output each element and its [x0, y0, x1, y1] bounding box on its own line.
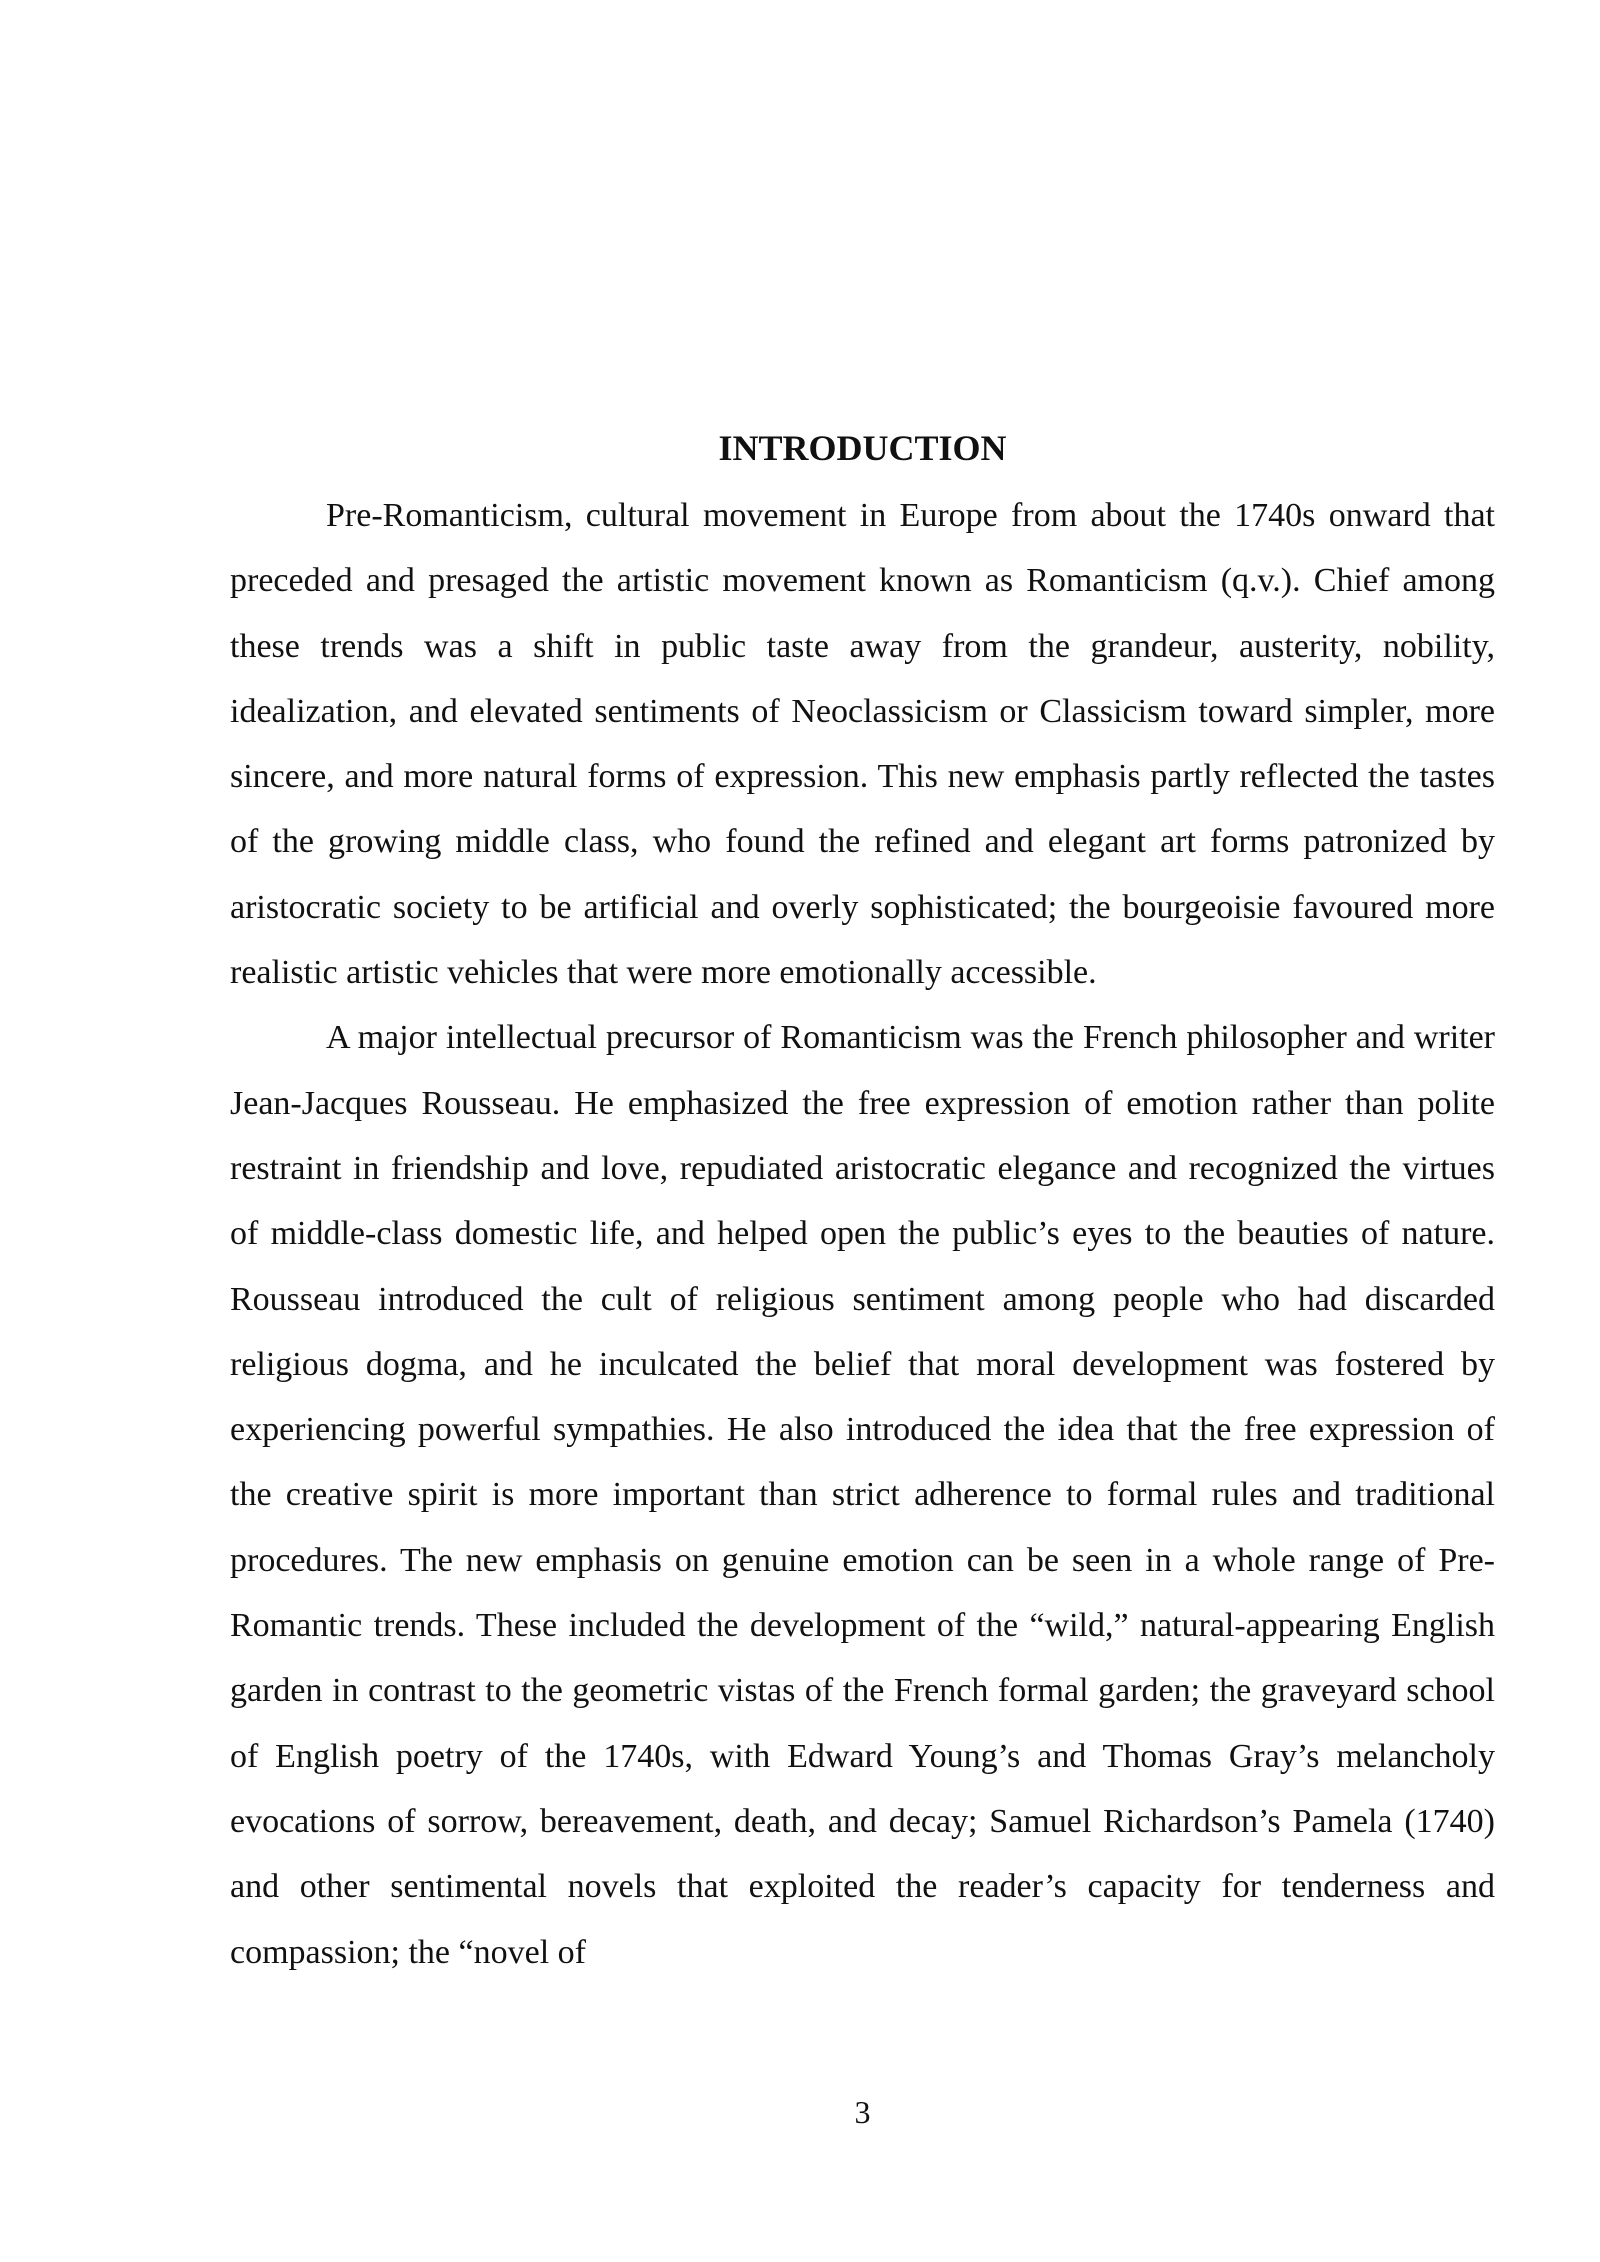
- page-number: 3: [854, 2094, 871, 2130]
- document-body: [230, 418, 1495, 1985]
- section-heading: INTRODUCTION: [718, 428, 1007, 468]
- paragraph-1: Pre-Romanticism, cultural movement in Europe from about the 1740s onward that preceded and presaged the artistic movement known as Romanticism (q.v.). Chief among these trends was a shift in public taste away from the grandeur, austerity, nobility, idealization, and elevated sentiments of Neoclassicism or Classicism toward simpler, more sincere, and more natural forms of expression. This new emphasis partly reflected the tastes of the growing middle class, who found the refined and elegant art forms patronized by aristocratic society to be artificial and overly sophisticated; the bourgeoisie favoured more realistic artistic vehicles that were more emotionally accessible.: [230, 497, 1495, 992]
- paragraph-2: A major intellectual precursor of Romanticism was the French philosopher and writer Jean-Jacques Rousseau. He emphasized the free expression of emotion rather than polite restraint in friendship and love, repudiated aristocratic elegance and recognized the virtues of middle-class domestic life, and helped open the public’s eyes to the beauties of nature. Rousseau introduced the cult of religious sentiment among people who had discarded religious dogma, and he inculcated the belief that moral development was fostered by experiencing powerful sympathies. He also introduced the idea that the free expression of the creative spirit is more important than strict adherence to formal rules and traditional procedures. The new emphasis on genuine emotion can be seen in a whole range of Pre-Romantic trends. These included the development of the “wild,” natural-appearing English garden in contrast to the geometric vistas of the French formal garden; the graveyard school of English poetry of the 1740s, with Edward Young’s and Thomas Gray’s melancholy evocations of sorrow, bereavement, death, and decay; Samuel Richardson’s Pamela (1740) and other sentimental novels that exploited the reader’s capacity for tenderness and compassion; the “novel of: [230, 1019, 1495, 1971]
